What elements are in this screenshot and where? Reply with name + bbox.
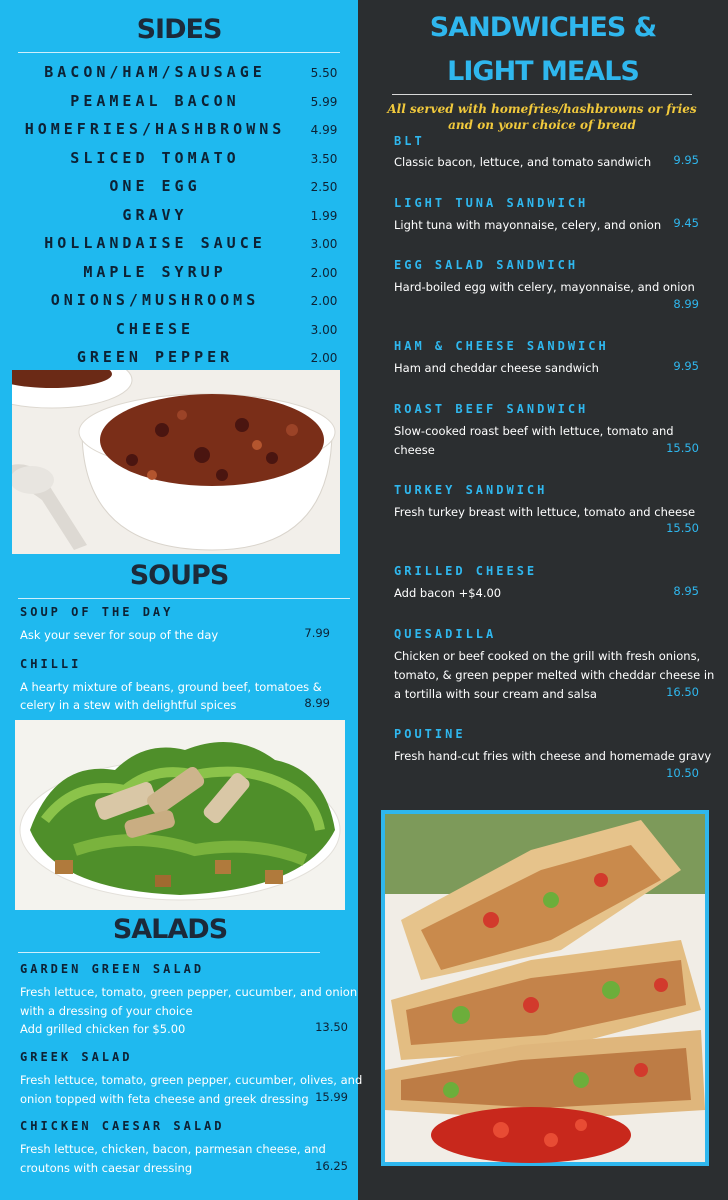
side-item-price: 2.00	[310, 351, 338, 365]
sandwich-item-desc: Add bacon +$4.00	[394, 586, 502, 600]
sandwich-item-name: POUTINE	[394, 727, 466, 741]
sandwich-item-price: 15.50	[666, 521, 699, 535]
sandwich-item-name: HAM & CHEESE SANDWICH	[394, 339, 609, 353]
side-item-name: SLICED TOMATO	[70, 149, 240, 167]
sandwich-item-price: 10.50	[666, 766, 699, 780]
soup-item-desc: A hearty mixture of beans, ground beef, tomatoes &	[20, 680, 322, 694]
salads-title: SALADS	[112, 914, 228, 945]
salad-item-price: 16.25	[315, 1159, 348, 1173]
sandwich-item-name: ROAST BEEF SANDWICH	[394, 402, 589, 416]
salad-item-price: 15.99	[315, 1090, 348, 1104]
side-item-name: ONIONS/MUSHROOMS	[50, 291, 260, 309]
sandwich-item-desc: Hard-boiled egg with celery, mayonnaise, and onion	[394, 280, 695, 294]
soup-item-name: CHILLI	[20, 657, 82, 671]
side-item-price: 3.00	[310, 237, 338, 251]
salad-item-name: CHICKEN CAESAR SALAD	[20, 1119, 225, 1133]
soups-title: SOUPS	[129, 560, 229, 591]
sandwich-item-desc: Ham and cheddar cheese sandwich	[394, 361, 599, 375]
sandwich-item-price: 16.50	[666, 685, 699, 699]
salad-item-desc: with a dressing of your choice	[20, 1004, 193, 1018]
sandwich-item-price: 9.45	[673, 216, 699, 230]
quesadilla-photo	[381, 810, 709, 1166]
side-item-name: MAPLE SYRUP	[83, 263, 227, 281]
salad-item-name: GREEK SALAD	[20, 1050, 133, 1064]
sandwich-item-desc: Light tuna with mayonnaise, celery, and onion	[394, 218, 662, 232]
side-item-name: HOMEFRIES/HASHBROWNS	[24, 120, 286, 138]
divider	[18, 952, 320, 953]
sandwich-note: and on your choice of bread	[448, 118, 636, 132]
sandwich-item-name: BLT	[394, 134, 425, 148]
sandwich-item-desc: a tortilla with sour cream and salsa	[394, 687, 597, 701]
salad-item-desc: Fresh lettuce, tomato, green pepper, cucumber, olives, and	[20, 1073, 363, 1087]
sandwich-item-price: 8.99	[673, 297, 699, 311]
side-item-name: CHEESE	[115, 320, 195, 338]
sandwich-item-desc: Fresh turkey breast with lettuce, tomato and cheese	[394, 505, 696, 519]
side-item-price: 5.99	[310, 95, 338, 109]
sandwich-item-desc: Slow-cooked roast beef with lettuce, tomato and	[394, 424, 674, 438]
sandwich-item-name: TURKEY SANDWICH	[394, 483, 548, 497]
sandwich-item-desc: Classic bacon, lettuce, and tomato sandwich	[394, 155, 652, 169]
side-item-price: 2.50	[310, 180, 338, 194]
sandwich-item-price: 15.50	[666, 441, 699, 455]
divider	[18, 52, 340, 53]
salad-item-desc: Fresh lettuce, chicken, bacon, parmesan cheese, and	[20, 1142, 326, 1156]
sandwich-note: All served with homefries/hashbrowns or fries	[387, 102, 697, 116]
side-item-price: 2.00	[310, 294, 338, 308]
side-item-price: 2.00	[310, 266, 338, 280]
sandwich-item-name: GRILLED CHEESE	[394, 564, 538, 578]
soup-item-price: 8.99	[304, 696, 330, 710]
sandwich-item-desc: Chicken or beef cooked on the grill with fresh onions,	[394, 649, 701, 663]
caesar-salad-photo	[15, 720, 345, 910]
salad-item-name: GARDEN GREEN SALAD	[20, 962, 205, 976]
soup-item-name: SOUP OF THE DAY	[20, 605, 174, 619]
sandwich-item-name: EGG SALAD SANDWICH	[394, 258, 579, 272]
side-item-name: PEAMEAL BACON	[70, 92, 240, 110]
sandwich-item-desc: cheese	[394, 443, 435, 457]
side-item-price: 4.99	[310, 123, 338, 137]
divider	[18, 598, 350, 599]
side-item-name: GREEN PEPPER	[76, 348, 234, 366]
salad-item-desc: onion topped with feta cheese and greek dressing	[20, 1092, 309, 1106]
sandwich-item-price: 8.95	[673, 584, 699, 598]
salad-item-price: 13.50	[315, 1020, 348, 1034]
side-item-name: ONE EGG	[109, 177, 201, 195]
sandwiches-title-line2: LIGHT MEALS	[447, 56, 639, 87]
side-item-price: 5.50	[310, 66, 338, 80]
sandwich-item-desc: Fresh hand-cut fries with cheese and homemade gravy	[394, 749, 712, 763]
salad-item-desc: Fresh lettuce, tomato, green pepper, cucumber, and onion	[20, 985, 358, 999]
sandwich-item-price: 9.95	[673, 153, 699, 167]
sides-title: SIDES	[136, 14, 222, 45]
side-item-price: 3.50	[310, 152, 338, 166]
side-item-price: 1.99	[310, 209, 338, 223]
chili-bowl-photo	[12, 370, 340, 554]
soup-item-price: 7.99	[304, 626, 330, 640]
sandwich-item-price: 9.95	[673, 359, 699, 373]
side-item-name: GRAVY	[122, 206, 188, 224]
side-item-price: 3.00	[310, 323, 338, 337]
salad-item-desc: Add grilled chicken for $5.00	[20, 1022, 186, 1036]
soup-item-desc: Ask your sever for soup of the day	[20, 628, 219, 642]
side-item-name: BACON/HAM/SAUSAGE	[44, 63, 266, 81]
soup-item-desc: celery in a stew with delightful spices	[20, 698, 237, 712]
salad-item-desc: croutons with caesar dressing	[20, 1161, 193, 1175]
sandwich-item-desc: tomato, & green pepper melted with cheddar cheese in	[394, 668, 715, 682]
divider	[392, 94, 692, 95]
sandwich-item-name: QUESADILLA	[394, 627, 497, 641]
side-item-name: HOLLANDAISE SAUCE	[44, 234, 266, 252]
sandwiches-title-line1: SANDWICHES &	[429, 12, 657, 43]
sandwich-item-name: LIGHT TUNA SANDWICH	[394, 196, 589, 210]
